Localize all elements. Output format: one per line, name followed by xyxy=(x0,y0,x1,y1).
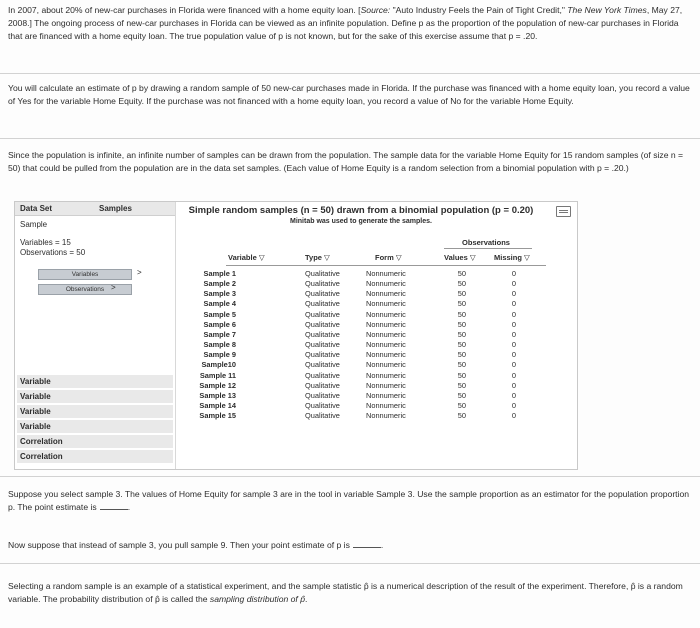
variable-form: Nonnumeric xyxy=(366,319,406,329)
values-count: 50 xyxy=(457,360,466,370)
values-count: 50 xyxy=(457,370,466,380)
values-count: 50 xyxy=(457,340,466,350)
variable-row[interactable]: Variable xyxy=(17,390,173,403)
values-count: 50 xyxy=(457,350,466,360)
variable-type: Qualitative xyxy=(305,380,340,390)
variable-form: Nonnumeric xyxy=(366,329,406,339)
missing-count: 0 xyxy=(511,299,516,309)
values-count: 50 xyxy=(457,380,466,390)
variable-form: Nonnumeric xyxy=(366,279,406,289)
values-count: 50 xyxy=(457,411,466,421)
variable-type: Qualitative xyxy=(305,269,340,278)
variable-row[interactable]: Variable xyxy=(17,375,173,388)
variable-form: Nonnumeric xyxy=(366,309,406,319)
correlation-row[interactable]: Correlation xyxy=(17,435,173,448)
data-set-panel xyxy=(15,202,176,469)
missing-count: 0 xyxy=(511,411,516,421)
table-row[interactable] xyxy=(176,391,576,401)
values-count: 50 xyxy=(457,309,466,319)
variable-type: Qualitative xyxy=(305,350,340,360)
col-values[interactable]: Values ▽ xyxy=(444,253,476,262)
table-row[interactable] xyxy=(176,320,576,330)
variable-name: Sample 7 xyxy=(203,329,236,339)
table-row[interactable] xyxy=(176,360,576,370)
values-count: 50 xyxy=(457,289,466,299)
samples-label: Samples xyxy=(99,204,132,213)
variable-form: Nonnumeric xyxy=(366,411,406,421)
missing-count: 0 xyxy=(511,319,516,329)
variable-type: Qualitative xyxy=(305,390,340,400)
missing-count: 0 xyxy=(511,279,516,289)
question-2: Now suppose that instead of sample 3, you pull sample 9. Then your point estimate of p is . xyxy=(8,540,384,550)
variable-row[interactable]: Variable xyxy=(17,420,173,433)
table-row[interactable] xyxy=(176,310,576,320)
variable-name: Sample 9 xyxy=(203,350,236,360)
variable-type: Qualitative xyxy=(305,279,340,289)
table-row[interactable] xyxy=(176,330,576,340)
variable-type: Qualitative xyxy=(305,289,340,299)
values-count: 50 xyxy=(457,319,466,329)
observations-button[interactable]: Observations xyxy=(38,284,132,295)
variable-name: Sample 6 xyxy=(203,319,236,329)
variable-form: Nonnumeric xyxy=(366,289,406,299)
variable-name: Sample 4 xyxy=(203,299,236,309)
table-row[interactable] xyxy=(176,381,576,391)
values-count: 50 xyxy=(457,400,466,410)
variable-form: Nonnumeric xyxy=(366,350,406,360)
variable-form: Nonnumeric xyxy=(366,269,406,278)
table-title: Simple random samples (n = 50) drawn from a binomial population (p = 0.20) xyxy=(188,205,534,216)
variable-type: Qualitative xyxy=(305,411,340,421)
missing-count: 0 xyxy=(511,360,516,370)
missing-count: 0 xyxy=(511,400,516,410)
variable-type: Qualitative xyxy=(305,319,340,329)
table-row[interactable] xyxy=(176,411,576,421)
sample-label: Sample xyxy=(20,220,48,229)
table-row[interactable] xyxy=(176,350,576,360)
variable-name: Sample 13 xyxy=(199,390,236,400)
variable-name: Sample 5 xyxy=(203,309,236,319)
variable-name: Sample10 xyxy=(201,360,236,370)
variable-name: Sample 12 xyxy=(199,380,236,390)
missing-count: 0 xyxy=(511,390,516,400)
correlation-row[interactable]: Correlation xyxy=(17,450,173,463)
variable-type: Qualitative xyxy=(305,309,340,319)
variables-button[interactable]: Variables xyxy=(38,269,132,280)
table-row[interactable] xyxy=(176,299,576,309)
missing-count: 0 xyxy=(511,269,516,278)
variable-name: Sample 2 xyxy=(203,279,236,289)
table-row[interactable] xyxy=(176,340,576,350)
table-row[interactable] xyxy=(176,269,576,279)
intro-paragraph-2: You will calculate an estimate of p by drawing a random sample of 50 new-car purchases made in Florida. If the purchase was financed with a home equity loan, you record a value of Yes for the variable Home Equity. If the purchase was not financed with a home equity loan, you record a value of No for the variable Home Equity. xyxy=(8,83,690,106)
variables-panel xyxy=(176,202,577,469)
divider xyxy=(0,138,700,139)
variable-name: Sample 8 xyxy=(203,340,236,350)
col-missing[interactable]: Missing ▽ xyxy=(494,253,530,262)
header-divider xyxy=(226,265,546,266)
table-row[interactable] xyxy=(176,371,576,381)
values-count: 50 xyxy=(457,329,466,339)
divider xyxy=(0,73,700,74)
observations-arrow-icon[interactable]: > xyxy=(111,283,116,292)
table-row[interactable] xyxy=(176,289,576,299)
missing-count: 0 xyxy=(511,309,516,319)
print-icon[interactable] xyxy=(556,206,571,217)
table-subtitle: Minitab was used to generate the samples. xyxy=(290,218,432,225)
data-set-tool xyxy=(14,201,578,470)
col-variable[interactable]: Variable ▽ xyxy=(228,253,265,262)
missing-count: 0 xyxy=(511,350,516,360)
values-count: 50 xyxy=(457,299,466,309)
variable-type: Qualitative xyxy=(305,360,340,370)
variable-form: Nonnumeric xyxy=(366,390,406,400)
variables-count: Variables = 15 xyxy=(20,238,71,247)
variable-form: Nonnumeric xyxy=(366,340,406,350)
variable-form: Nonnumeric xyxy=(366,299,406,309)
col-type[interactable]: Type ▽ xyxy=(305,253,330,262)
missing-count: 0 xyxy=(511,380,516,390)
missing-count: 0 xyxy=(511,289,516,299)
variable-name: Sample 11 xyxy=(199,370,236,380)
variable-type: Qualitative xyxy=(305,400,340,410)
intro-paragraph-3: Since the population is infinite, an infinite number of samples can be drawn from the population. The sample data for the variable Home Equity for 15 random samples (of size n = 50) that could be pulled from the population are in the data set samples. (Each value of Home Equity is a random selection from a binomial population with p = .20.) xyxy=(8,150,684,173)
intro-paragraph-1: In 2007, about 20% of new-car purchases in Florida were financed with a home equity loan. [Source: "Auto Industry Feels the Pain of Tight Credit," The New York Times, May 27, 2008.] The ongoing process of new-car purchases in Florida can be viewed as an infinite population. Define p as the proportion of the population of new-car purchases in Florida that are financed with a home equity loan. The true population value of p is not known, but for the sake of this exercise assume that p = .20. xyxy=(8,5,683,41)
variable-form: Nonnumeric xyxy=(366,400,406,410)
question-3: Selecting a random sample is an example of a statistical experiment, and the sample statistic p̂ is a numerical description of the result of the experiment. Therefore, p̂ is a random variable. The probability distribution of p̂ is called the sampling distribution of p̂. xyxy=(8,581,683,604)
variable-form: Nonnumeric xyxy=(366,370,406,380)
observations-underline xyxy=(444,248,532,249)
answer-blank-2[interactable] xyxy=(353,539,381,548)
variable-row[interactable]: Variable xyxy=(17,405,173,418)
variable-type: Qualitative xyxy=(305,299,340,309)
observations-count: Observations = 50 xyxy=(20,248,86,257)
values-count: 50 xyxy=(457,279,466,289)
divider xyxy=(0,563,700,564)
data-set-label: Data Set xyxy=(20,204,53,213)
table-row[interactable] xyxy=(176,279,576,289)
variable-type: Qualitative xyxy=(305,370,340,380)
missing-count: 0 xyxy=(511,329,516,339)
question-1: Suppose you select sample 3. The values of Home Equity for sample 3 are in the tool in variable Sample 3. Use the sample proportion as an estimator for the population proportion p. The point estimate is . xyxy=(8,489,690,512)
variable-name: Sample 15 xyxy=(199,411,236,421)
divider xyxy=(0,476,700,477)
values-count: 50 xyxy=(457,390,466,400)
variables-arrow-icon[interactable]: > xyxy=(137,268,142,277)
values-count: 50 xyxy=(457,269,466,278)
table-row[interactable] xyxy=(176,401,576,411)
col-form[interactable]: Form ▽ xyxy=(375,253,402,262)
variable-name: Sample 14 xyxy=(199,400,236,410)
answer-blank-1[interactable] xyxy=(100,501,128,510)
variable-type: Qualitative xyxy=(305,340,340,350)
data-set-header xyxy=(15,202,175,216)
variable-form: Nonnumeric xyxy=(366,380,406,390)
variable-name: Sample 1 xyxy=(203,269,236,278)
missing-count: 0 xyxy=(511,370,516,380)
missing-count: 0 xyxy=(511,340,516,350)
variable-form: Nonnumeric xyxy=(366,360,406,370)
variable-name: Sample 3 xyxy=(203,289,236,299)
variable-type: Qualitative xyxy=(305,329,340,339)
observations-header: Observations xyxy=(462,238,510,247)
